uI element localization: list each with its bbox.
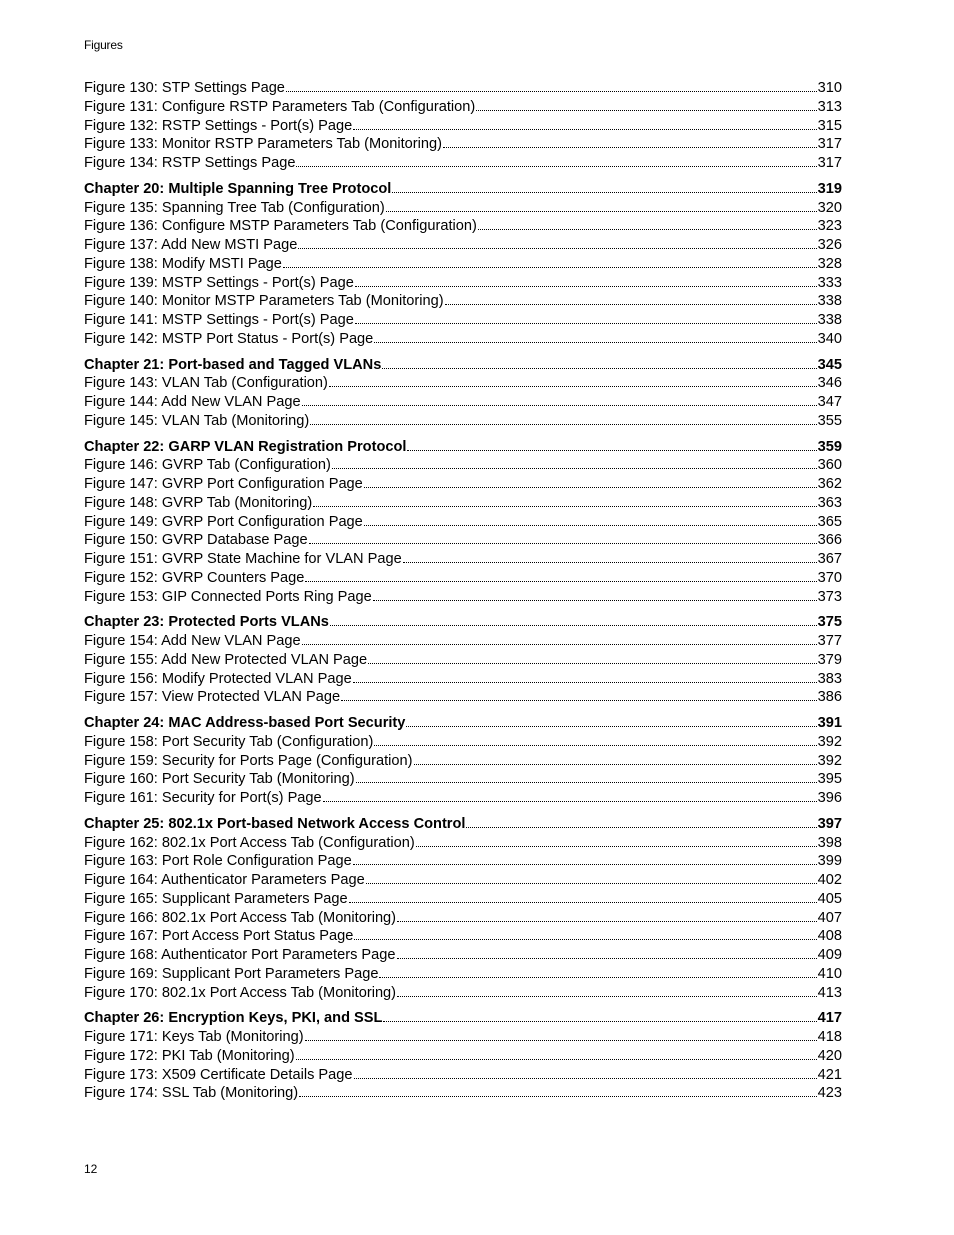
dot-leader — [309, 543, 817, 544]
chapter-entry[interactable] — [84, 438, 842, 457]
figure-entry[interactable] — [84, 236, 842, 255]
figure-page-number: 379 — [817, 651, 842, 668]
figure-page-number: 395 — [817, 771, 842, 788]
figure-page-number: 398 — [817, 834, 842, 851]
figure-entry[interactable] — [84, 890, 842, 909]
figure-title: Figure 150: GVRP Database Page — [84, 532, 308, 549]
figure-title: Figure 137: Add New MSTI Page — [84, 237, 298, 253]
figure-page-number: 373 — [817, 588, 842, 605]
figure-title: Figure 135: Spanning Tree Tab (Configuration) — [84, 199, 385, 216]
figure-entry[interactable] — [84, 733, 842, 752]
figure-page-number: 405 — [817, 890, 842, 907]
chapter-page-number: 345 — [817, 356, 842, 373]
dot-leader — [353, 864, 817, 865]
figure-entry[interactable] — [84, 770, 842, 789]
figure-entry[interactable] — [84, 412, 842, 431]
figure-title: Figure 138: Modify MSTI Page — [84, 255, 282, 272]
figure-title: Figure 172: PKI Tab (Monitoring) — [84, 1047, 295, 1064]
figure-entry[interactable] — [84, 217, 842, 236]
figure-entry[interactable] — [84, 632, 842, 651]
figure-page-number: 367 — [817, 551, 842, 567]
dot-leader — [286, 91, 817, 92]
figure-page-number: 317 — [817, 155, 842, 171]
toc-group — [84, 180, 842, 349]
figure-page-number: 323 — [817, 218, 842, 235]
figure-entry[interactable] — [84, 199, 842, 218]
dot-leader — [397, 996, 817, 997]
figure-page-number: 377 — [817, 633, 842, 649]
figure-page-number: 366 — [817, 532, 842, 549]
figure-entry[interactable] — [84, 670, 842, 689]
figure-entry[interactable] — [84, 651, 842, 670]
figure-page-number: 399 — [817, 853, 842, 870]
dot-leader — [382, 368, 816, 369]
dot-leader — [329, 386, 817, 387]
dot-leader — [466, 827, 816, 828]
figure-page-number: 365 — [817, 513, 842, 530]
figure-title: Figure 169: Supplicant Port Parameters Page — [84, 965, 379, 982]
figure-entry[interactable] — [84, 550, 842, 569]
figure-title: Figure 131: Configure RSTP Parameters Tab (Configuration) — [84, 98, 476, 115]
dot-leader — [383, 1021, 816, 1022]
figure-title: Figure 147: GVRP Port Configuration Page — [84, 476, 363, 492]
figure-entry[interactable] — [84, 688, 842, 707]
figure-entry[interactable] — [84, 927, 842, 946]
dot-leader — [373, 600, 817, 601]
figure-page-number: 418 — [817, 1029, 842, 1045]
figure-title: Figure 130: STP Settings Page — [84, 80, 285, 96]
chapter-title: Chapter 23: Protected Ports VLANs — [84, 614, 329, 631]
dot-leader — [310, 424, 816, 425]
figure-page-number: 410 — [817, 965, 842, 982]
figure-entry[interactable] — [84, 117, 842, 136]
figure-entry[interactable] — [84, 1066, 842, 1085]
figure-entry[interactable] — [84, 1028, 842, 1047]
figure-entry[interactable] — [84, 374, 842, 393]
figure-page-number: 360 — [817, 457, 842, 474]
dot-leader — [313, 506, 816, 507]
figure-entry[interactable] — [84, 330, 842, 349]
figure-page-number: 402 — [817, 872, 842, 888]
dot-leader — [305, 581, 816, 582]
figure-page-number: 347 — [817, 394, 842, 410]
figure-page-number: 317 — [817, 136, 842, 153]
figure-entry[interactable] — [84, 909, 842, 928]
figure-title: Figure 153: GIP Connected Ports Ring Page — [84, 588, 372, 605]
dot-leader — [364, 487, 817, 488]
dot-leader — [302, 644, 817, 645]
figure-title: Figure 142: MSTP Port Status - Port(s) Page — [84, 330, 374, 347]
toc-group — [84, 438, 842, 607]
figure-page-number: 423 — [817, 1085, 842, 1102]
figure-page-number: 392 — [817, 733, 842, 750]
chapter-page-number: 391 — [817, 715, 842, 731]
figure-page-number: 383 — [817, 670, 842, 687]
figure-entry[interactable] — [84, 79, 842, 98]
chapter-entry[interactable] — [84, 714, 842, 733]
running-header: Figures — [84, 38, 123, 52]
dot-leader — [296, 166, 816, 167]
dot-leader — [332, 468, 817, 469]
figure-title: Figure 136: Configure MSTP Parameters Tab (Configuration) — [84, 218, 477, 235]
chapter-entry[interactable] — [84, 356, 842, 375]
figure-title: Figure 151: GVRP State Machine for VLAN Page — [84, 551, 402, 567]
chapter-entry[interactable] — [84, 613, 842, 632]
figure-title: Figure 154: Add New VLAN Page — [84, 633, 301, 649]
figure-title: Figure 162: 802.1x Port Access Tab (Configuration) — [84, 834, 415, 851]
figure-title: Figure 132: RSTP Settings - Port(s) Page — [84, 117, 353, 134]
figure-entry[interactable] — [84, 531, 842, 550]
chapter-title: Chapter 20: Multiple Spanning Tree Protocol — [84, 180, 392, 197]
dot-leader — [298, 248, 816, 249]
figure-title: Figure 171: Keys Tab (Monitoring) — [84, 1029, 304, 1045]
chapter-page-number: 375 — [817, 614, 842, 631]
figure-entry[interactable] — [84, 569, 842, 588]
chapter-entry[interactable] — [84, 815, 842, 834]
figure-page-number: 409 — [817, 947, 842, 963]
dot-leader — [368, 663, 817, 664]
figure-title: Figure 140: Monitor MSTP Parameters Tab (Monitoring) — [84, 293, 444, 310]
figure-title: Figure 148: GVRP Tab (Monitoring) — [84, 494, 313, 511]
figure-page-number: 328 — [817, 255, 842, 272]
dot-leader — [374, 342, 816, 343]
figure-title: Figure 168: Authenticator Port Parameters Page — [84, 947, 396, 963]
figure-title: Figure 149: GVRP Port Configuration Page — [84, 513, 363, 530]
figure-entry[interactable] — [84, 834, 842, 853]
dot-leader — [353, 129, 816, 130]
table-of-figures — [84, 79, 842, 1110]
figure-title: Figure 141: MSTP Settings - Port(s) Page — [84, 312, 354, 328]
figure-entry[interactable] — [84, 1084, 842, 1103]
dot-leader — [386, 211, 817, 212]
chapter-title: Chapter 22: GARP VLAN Registration Protocol — [84, 438, 407, 455]
dot-leader — [416, 846, 817, 847]
figure-page-number: 338 — [817, 312, 842, 328]
dot-leader — [476, 110, 816, 111]
figure-entry[interactable] — [84, 752, 842, 771]
figure-entry[interactable] — [84, 852, 842, 871]
figure-title: Figure 134: RSTP Settings Page — [84, 155, 296, 171]
figure-entry[interactable] — [84, 946, 842, 965]
toc-group — [84, 1009, 842, 1103]
figure-title: Figure 161: Security for Port(s) Page — [84, 790, 322, 806]
toc-group — [84, 613, 842, 707]
toc-group — [84, 356, 842, 431]
chapter-page-number: 319 — [817, 180, 842, 197]
figure-title: Figure 156: Modify Protected VLAN Page — [84, 670, 352, 687]
figure-page-number: 310 — [817, 80, 842, 96]
figure-title: Figure 173: X509 Certificate Details Page — [84, 1066, 353, 1083]
dot-leader — [355, 323, 817, 324]
chapter-title: Chapter 26: Encryption Keys, PKI, and SSL — [84, 1010, 383, 1027]
figure-title: Figure 143: VLAN Tab (Configuration) — [84, 375, 328, 392]
figure-page-number: 408 — [817, 928, 842, 945]
figure-title: Figure 145: VLAN Tab (Monitoring) — [84, 412, 310, 429]
figure-title: Figure 163: Port Role Configuration Page — [84, 853, 352, 870]
figure-entry[interactable] — [84, 1047, 842, 1066]
figure-title: Figure 158: Port Security Tab (Configuration) — [84, 733, 374, 750]
figure-page-number: 346 — [817, 375, 842, 392]
dot-leader — [397, 958, 817, 959]
figure-entry[interactable] — [84, 494, 842, 513]
dot-leader — [406, 726, 816, 727]
dot-leader — [349, 902, 817, 903]
dot-leader — [299, 1096, 816, 1097]
figure-entry[interactable] — [84, 871, 842, 890]
figure-page-number: 320 — [817, 199, 842, 216]
chapter-entry[interactable] — [84, 1009, 842, 1028]
toc-group — [84, 815, 842, 1003]
figure-entry[interactable] — [84, 513, 842, 532]
figure-entry[interactable] — [84, 789, 842, 808]
chapter-title: Chapter 24: MAC Address-based Port Security — [84, 715, 406, 731]
figure-page-number: 413 — [817, 984, 842, 1001]
figure-page-number: 407 — [817, 909, 842, 926]
figure-page-number: 386 — [817, 689, 842, 706]
figure-title: Figure 144: Add New VLAN Page — [84, 394, 301, 410]
figure-page-number: 333 — [817, 274, 842, 291]
figure-page-number: 315 — [817, 117, 842, 134]
dot-leader — [323, 801, 817, 802]
figure-page-number: 313 — [817, 98, 842, 115]
dot-leader — [445, 304, 817, 305]
dot-leader — [354, 1078, 817, 1079]
dot-leader — [407, 450, 816, 451]
chapter-entry[interactable] — [84, 180, 842, 199]
chapter-page-number: 359 — [817, 438, 842, 455]
figure-page-number: 363 — [817, 494, 842, 511]
figure-page-number: 396 — [817, 790, 842, 806]
figure-entry[interactable] — [84, 255, 842, 274]
chapter-page-number: 417 — [817, 1010, 842, 1027]
figure-title: Figure 165: Supplicant Parameters Page — [84, 890, 348, 907]
figure-entry[interactable] — [84, 984, 842, 1003]
figure-title: Figure 146: GVRP Tab (Configuration) — [84, 457, 331, 474]
dot-leader — [355, 286, 817, 287]
figure-page-number: 421 — [817, 1066, 842, 1083]
toc-group — [84, 79, 842, 173]
dot-leader — [341, 700, 817, 701]
dot-leader — [302, 405, 817, 406]
page-number: 12 — [84, 1162, 98, 1176]
dot-leader — [414, 764, 817, 765]
figure-page-number: 338 — [817, 293, 842, 310]
figure-title: Figure 133: Monitor RSTP Parameters Tab (Monitoring) — [84, 136, 442, 153]
dot-leader — [353, 682, 817, 683]
dot-leader — [330, 625, 817, 626]
figure-title: Figure 155: Add New Protected VLAN Page — [84, 651, 368, 668]
figure-entry[interactable] — [84, 965, 842, 984]
chapter-page-number: 397 — [817, 815, 842, 832]
dot-leader — [392, 192, 816, 193]
dot-leader — [364, 525, 817, 526]
figure-page-number: 355 — [817, 412, 842, 429]
dot-leader — [443, 147, 817, 148]
dot-leader — [379, 977, 816, 978]
dot-leader — [403, 562, 817, 563]
figure-title: Figure 174: SSL Tab (Monitoring) — [84, 1085, 299, 1102]
figure-title: Figure 164: Authenticator Parameters Page — [84, 872, 365, 888]
dot-leader — [354, 939, 816, 940]
figure-page-number: 362 — [817, 476, 842, 492]
figure-page-number: 326 — [817, 237, 842, 253]
dot-leader — [374, 745, 816, 746]
figure-title: Figure 170: 802.1x Port Access Tab (Monitoring) — [84, 984, 397, 1001]
figure-title: Figure 157: View Protected VLAN Page — [84, 689, 341, 706]
figure-page-number: 392 — [817, 752, 842, 769]
figure-title: Figure 167: Port Access Port Status Page — [84, 928, 354, 945]
dot-leader — [397, 921, 817, 922]
figure-title: Figure 139: MSTP Settings - Port(s) Page — [84, 274, 354, 291]
figure-page-number: 420 — [817, 1047, 842, 1064]
figure-entry[interactable] — [84, 311, 842, 330]
figure-entry[interactable] — [84, 588, 842, 607]
dot-leader — [283, 267, 817, 268]
dot-leader — [296, 1059, 817, 1060]
figure-entry[interactable] — [84, 475, 842, 494]
figure-entry[interactable] — [84, 393, 842, 412]
figure-page-number: 340 — [817, 330, 842, 347]
figure-entry[interactable] — [84, 274, 842, 293]
figure-title: Figure 159: Security for Ports Page (Configuration) — [84, 752, 413, 769]
figure-title: Figure 166: 802.1x Port Access Tab (Monitoring) — [84, 909, 397, 926]
figure-entry[interactable] — [84, 292, 842, 311]
figure-entry[interactable] — [84, 98, 842, 117]
dot-leader — [366, 883, 817, 884]
figure-entry[interactable] — [84, 135, 842, 154]
figure-entry[interactable] — [84, 154, 842, 173]
toc-group — [84, 714, 842, 808]
figure-title: Figure 160: Port Security Tab (Monitoring) — [84, 771, 355, 788]
figure-entry[interactable] — [84, 456, 842, 475]
dot-leader — [305, 1040, 817, 1041]
chapter-title: Chapter 21: Port-based and Tagged VLANs — [84, 356, 382, 373]
figure-title: Figure 152: GVRP Counters Page — [84, 569, 305, 586]
figure-page-number: 370 — [817, 569, 842, 586]
dot-leader — [356, 782, 817, 783]
chapter-title: Chapter 25: 802.1x Port-based Network Access Control — [84, 815, 466, 832]
dot-leader — [478, 229, 817, 230]
